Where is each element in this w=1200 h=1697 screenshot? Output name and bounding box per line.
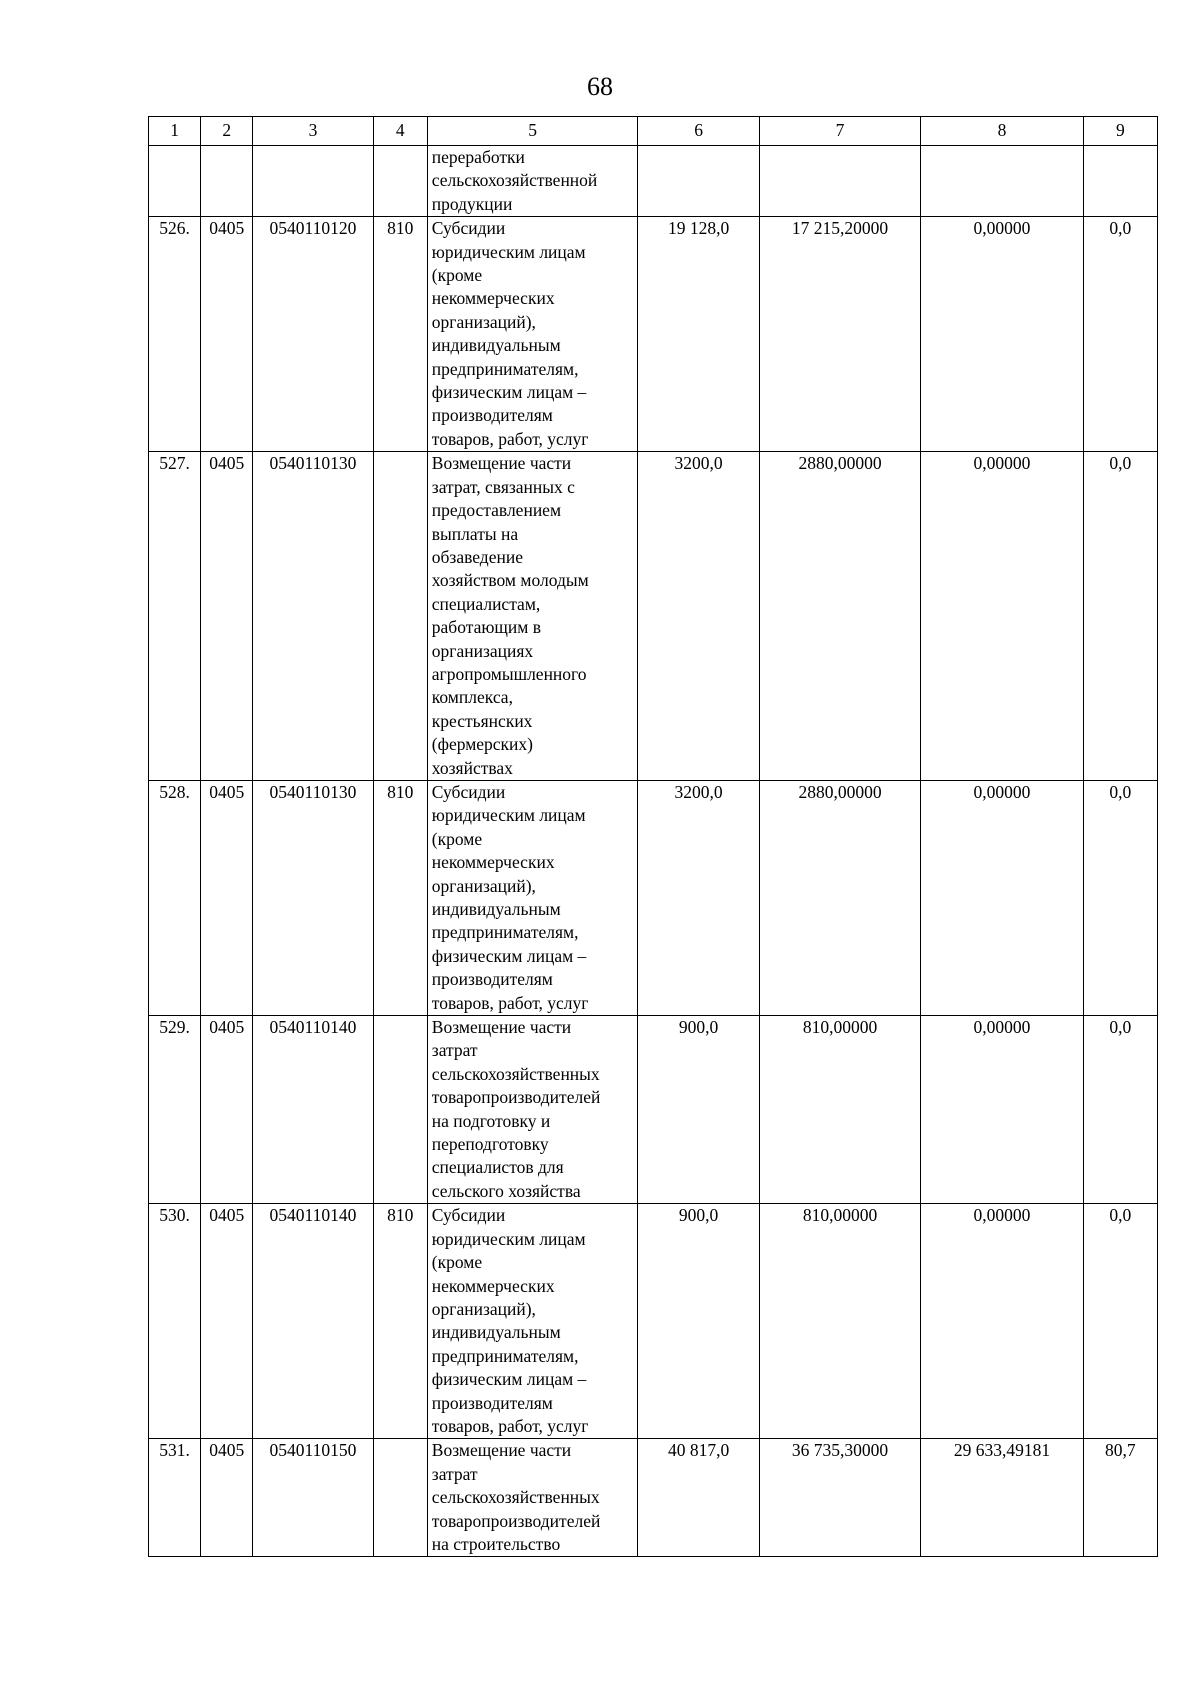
expense-type-cell-text: 810	[387, 1205, 414, 1226]
value-col6-cell-text: 40 817,0	[667, 1440, 730, 1461]
value-col7-cell	[759, 1204, 920, 1439]
name-cell-text: Возмещение части затрат сельскохозяйственных товаропроизводителей на строительство	[431, 1440, 601, 1554]
header-cell: 1	[149, 117, 201, 146]
value-col8-cell	[921, 780, 1083, 1015]
target-article-cell	[253, 217, 373, 452]
value-col8-cell	[921, 1016, 1083, 1204]
target-article-cell	[253, 1204, 373, 1439]
section-code-cell	[201, 780, 253, 1015]
table-row	[149, 1204, 1158, 1439]
value-col8-cell-text: 0,00000	[973, 453, 1031, 474]
value-col9-cell	[1083, 1016, 1157, 1204]
row-number-cell	[149, 146, 201, 217]
name-cell-text: Субсидии юридическим лицам (кроме некоммерческих организаций), индивидуальным предпринимателям, физическим лицам – производителям товаров, работ, услуг	[431, 218, 589, 449]
value-col7-cell-text: 810,00000	[802, 1205, 878, 1226]
section-code-cell-text: 0405	[209, 453, 245, 474]
target-article-cell-text: 0540110150	[269, 1440, 357, 1461]
value-col6-cell-text: 19 128,0	[667, 218, 730, 239]
table-row	[149, 146, 1158, 217]
target-article-cell-text: 0540110140	[269, 1205, 357, 1226]
header-cell: 7	[759, 117, 920, 146]
target-article-cell-text: 0540110140	[269, 1017, 357, 1038]
value-col9-cell	[1083, 1204, 1157, 1439]
target-article-cell	[253, 452, 373, 781]
row-number-cell-text: 531.	[159, 1440, 190, 1461]
header-cell: 2	[201, 117, 253, 146]
budget-table	[148, 116, 1158, 1557]
value-col9-cell	[1083, 217, 1157, 452]
section-code-cell	[201, 1016, 253, 1204]
name-cell-text: Возмещение части затрат сельскохозяйственных товаропроизводителей на подготовку и переподготовку специалистов для сельского хозяйства	[431, 1017, 601, 1201]
value-col7-cell	[759, 1439, 920, 1557]
header-cell: 8	[921, 117, 1083, 146]
header-row	[149, 117, 1158, 146]
value-col6-cell	[638, 1204, 759, 1439]
expense-type-cell	[373, 452, 427, 781]
table-row	[149, 1016, 1158, 1204]
value-col6-cell-text: 900,0	[678, 1205, 719, 1226]
target-article-cell	[253, 1439, 373, 1557]
table-row	[149, 780, 1158, 1015]
name-cell	[427, 452, 638, 781]
section-code-cell-text: 0405	[209, 218, 245, 239]
value-col8-cell	[921, 452, 1083, 781]
target-article-cell	[253, 780, 373, 1015]
section-code-cell	[201, 1204, 253, 1439]
value-col7-cell	[759, 452, 920, 781]
expense-type-cell	[373, 217, 427, 452]
header-cell: 9	[1083, 117, 1157, 146]
header-cell: 4	[373, 117, 427, 146]
name-cell-text: переработки сельскохозяйственной продукции	[431, 147, 598, 214]
value-col6-cell	[638, 217, 759, 452]
value-col7-cell	[759, 1016, 920, 1204]
header-cell: 5	[427, 117, 638, 146]
value-col8-cell-text: 0,00000	[973, 1017, 1031, 1038]
value-col6-cell-text: 3200,0	[674, 453, 723, 474]
value-col7-cell	[759, 217, 920, 452]
expense-type-cell	[373, 1016, 427, 1204]
value-col8-cell	[921, 146, 1083, 217]
name-cell	[427, 1016, 638, 1204]
section-code-cell	[201, 217, 253, 452]
value-col6-cell	[638, 1439, 759, 1557]
table-row	[149, 217, 1158, 452]
value-col8-cell	[921, 1204, 1083, 1439]
target-article-cell	[253, 146, 373, 217]
row-number-cell-text: 527.	[159, 453, 190, 474]
value-col6-cell-text: 3200,0	[674, 781, 723, 802]
target-article-cell-text: 0540110120	[269, 218, 357, 239]
value-col7-cell-text: 17 215,20000	[791, 218, 889, 239]
target-article-cell-text: 0540110130	[269, 453, 357, 474]
value-col8-cell-text: 0,00000	[973, 1205, 1031, 1226]
value-col9-cell	[1083, 780, 1157, 1015]
value-col6-cell	[638, 780, 759, 1015]
section-code-cell-text: 0405	[209, 1205, 245, 1226]
section-code-cell	[201, 1439, 253, 1557]
expense-type-cell	[373, 146, 427, 217]
expense-type-cell	[373, 1439, 427, 1557]
target-article-cell	[253, 1016, 373, 1204]
row-number-cell-text: 526.	[159, 218, 190, 239]
section-code-cell-text: 0405	[209, 1440, 245, 1461]
name-cell-text: Субсидии юридическим лицам (кроме некоммерческих организаций), индивидуальным предпринимателям, физическим лицам – производителям товаров, работ, услуг	[431, 781, 589, 1013]
value-col7-cell	[759, 146, 920, 217]
row-number-cell	[149, 452, 201, 781]
section-code-cell	[201, 452, 253, 781]
expense-type-cell-text: 810	[387, 781, 414, 802]
section-code-cell-text: 0405	[209, 781, 245, 802]
value-col9-cell	[1083, 452, 1157, 781]
name-cell	[427, 217, 638, 452]
name-cell-text: Субсидии юридическим лицам (кроме некоммерческих организаций), индивидуальным предпринимателям, физическим лицам – производителям товаров, работ, услуг	[431, 1205, 589, 1436]
value-col8-cell-text: 0,00000	[973, 218, 1031, 239]
header-cell: 6	[638, 117, 759, 146]
value-col9-cell-text: 0,0	[1109, 1205, 1132, 1226]
name-cell-text: Возмещение части затрат, связанных с предоставлением выплаты на обзаведение хозяйством молодым специалистам, работающим в организациях агропромышленного комплекса, крестьянских (фермерских) хозяйствах	[431, 453, 589, 778]
name-cell	[427, 780, 638, 1015]
value-col9-cell-text: 0,0	[1109, 218, 1132, 239]
value-col9-cell	[1083, 1439, 1157, 1557]
row-number-cell-text: 530.	[159, 1205, 190, 1226]
target-article-cell-text: 0540110130	[269, 781, 357, 802]
value-col6-cell-text: 900,0	[678, 1017, 719, 1038]
value-col7-cell-text: 36 735,30000	[791, 1440, 889, 1461]
value-col7-cell-text: 810,00000	[802, 1017, 878, 1038]
value-col7-cell-text: 2880,00000	[798, 453, 882, 474]
row-number-cell	[149, 217, 201, 452]
row-number-cell	[149, 1016, 201, 1204]
expense-type-cell-text: 810	[387, 218, 414, 239]
name-cell	[427, 1204, 638, 1439]
row-number-cell	[149, 780, 201, 1015]
value-col6-cell	[638, 146, 759, 217]
value-col9-cell	[1083, 146, 1157, 217]
page-number: 68	[587, 72, 613, 101]
value-col6-cell	[638, 1016, 759, 1204]
table-row	[149, 1439, 1158, 1557]
row-number-cell	[149, 1204, 201, 1439]
expense-type-cell	[373, 780, 427, 1015]
name-cell	[427, 146, 638, 217]
row-number-cell	[149, 1439, 201, 1557]
value-col9-cell-text: 0,0	[1109, 453, 1132, 474]
name-cell	[427, 1439, 638, 1557]
value-col8-cell	[921, 1439, 1083, 1557]
expense-type-cell	[373, 1204, 427, 1439]
section-code-cell-text: 0405	[209, 1017, 245, 1038]
value-col9-cell-text: 0,0	[1109, 1017, 1132, 1038]
section-code-cell	[201, 146, 253, 217]
value-col8-cell	[921, 217, 1083, 452]
row-number-cell-text: 529.	[159, 1017, 190, 1038]
table-row	[149, 452, 1158, 781]
value-col6-cell	[638, 452, 759, 781]
value-col9-cell-text: 80,7	[1105, 1440, 1136, 1461]
value-col7-cell-text: 2880,00000	[798, 781, 882, 802]
table-body	[149, 146, 1158, 1557]
row-number-cell-text: 528.	[159, 781, 190, 802]
value-col8-cell-text: 29 633,49181	[953, 1440, 1051, 1461]
header-cell: 3	[253, 117, 373, 146]
value-col8-cell-text: 0,00000	[973, 781, 1031, 802]
value-col9-cell-text: 0,0	[1109, 781, 1132, 802]
value-col7-cell	[759, 780, 920, 1015]
